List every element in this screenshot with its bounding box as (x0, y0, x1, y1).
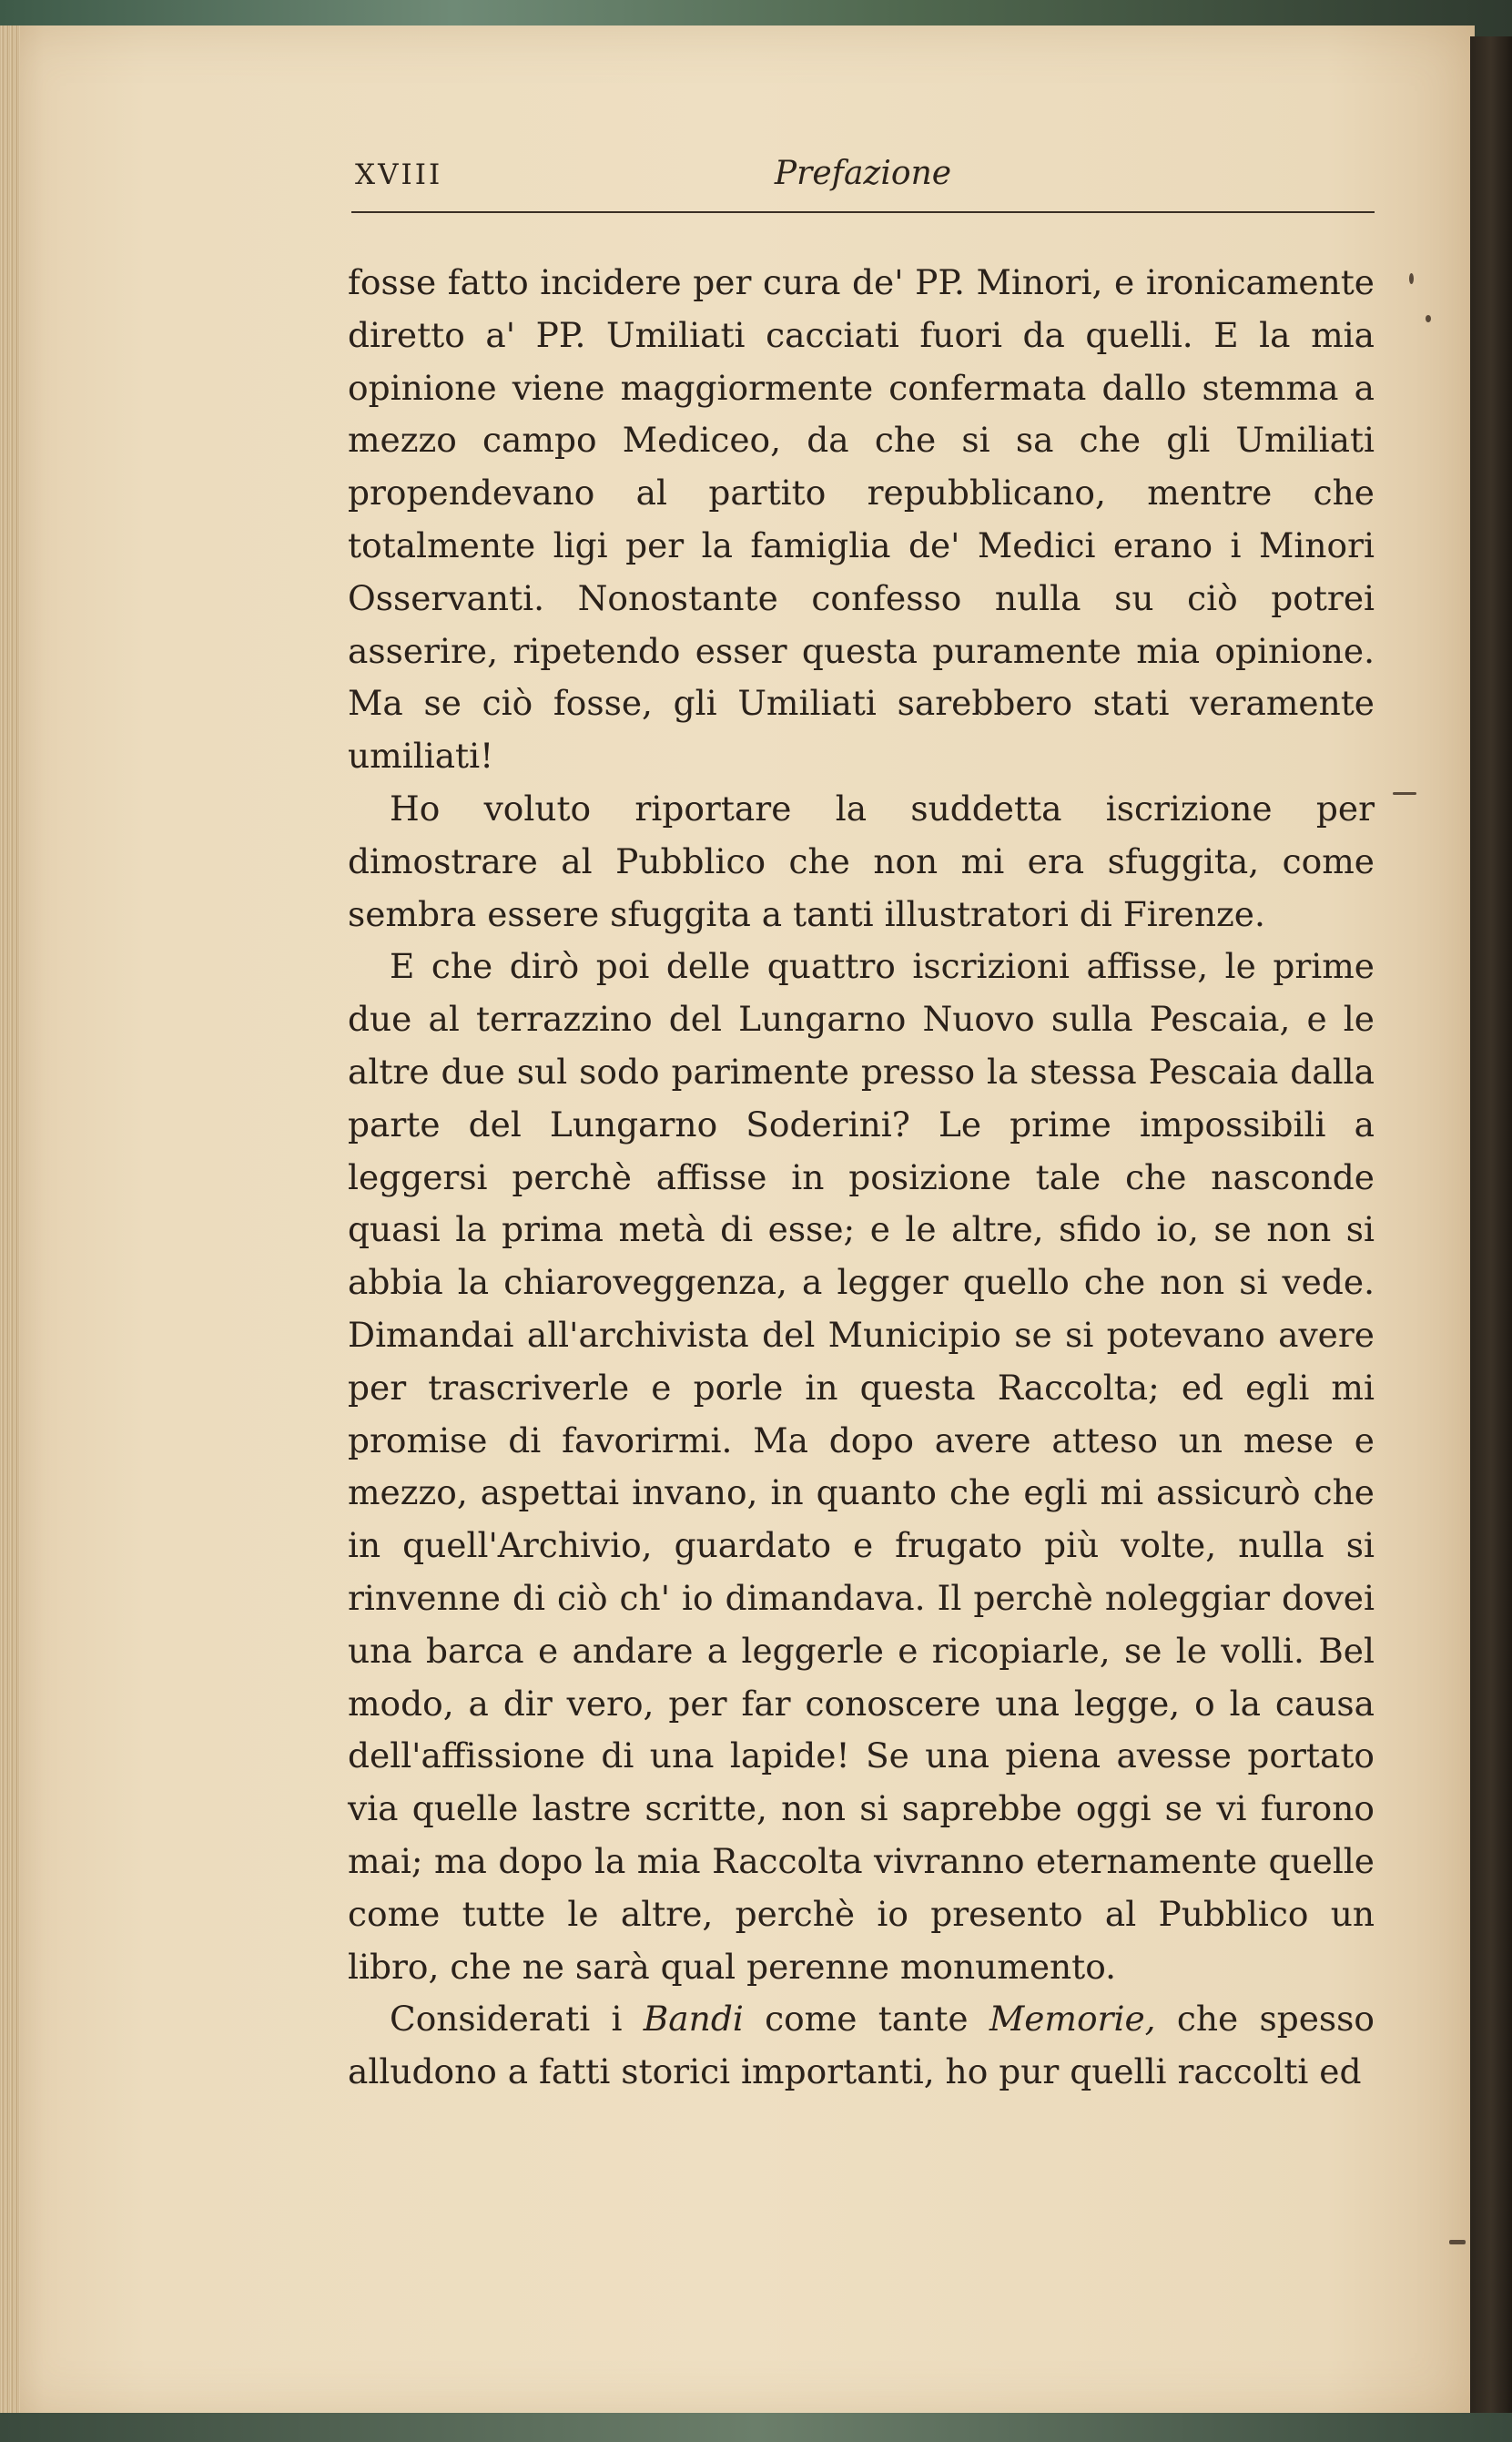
italic-memorie: Memorie, (989, 1999, 1156, 2040)
ink-speck (1449, 2240, 1466, 2244)
book-binding (1470, 36, 1512, 2413)
paragraph-1: fosse fatto incidere per cura de' PP. Minori, e ironicamente diretto a' PP. Umiliati cacciati fuori da quelli. E la mia opinione viene maggiormente confermata dallo stemma a mezzo campo Mediceo, da che si sa che gli Umiliati propendevano al partito repubblicano, mentre che totalmente ligi per la famiglia de' Medici erano i Minori Osservanti. Nonostante confesso nulla su ciò potrei asserire, ripetendo esser questa puramente mia opinione. Ma se ciò fosse, gli Umiliati sarebbero stati veramente umiliati! (348, 262, 1375, 777)
page-edges (0, 25, 20, 2418)
ink-speck (1393, 792, 1416, 795)
ink-speck (1426, 315, 1431, 322)
italic-bandi: Bandi (643, 1999, 744, 2040)
paragraph-4-text-middle: come tante (743, 1999, 989, 2040)
paragraph-4 (348, 1993, 1375, 2099)
paragraph-3: E che dirò poi delle quattro iscrizioni affisse, le prime due al terrazzino del Lungarno Nuovo sulla Pescaia, e le altre due sul sodo parimente presso la stessa Pescaia dalla parte del Lungarno Soderini? Le prime impossibili a leggersi perchè affisse in posizione tale che nasconde quasi la prima metà di esse; e le altre, sfido io, se non si abbia la chiaroveggenza, a legger quello che non si vede. Dimandai all'archivista del Municipio se si potevano avere per trascriverle e porle in questa Raccolta; ed egli mi promise di favorirmi. Ma dopo avere atteso un mese e mezzo, aspettai invano, in quanto che egli mi assicurò che in quell'Archivio, guardato e frugato più volte, nulla si rinvenne di ciò ch' io dimandava. Il perchè noleggiar dovei una barca e andare a leggerle e ricopiarle, se le volli. Bel modo, a dir vero, per far conoscere una legge, o la causa dell'affissione di una lapide! Se una piena avesse portato via quelle lastre scritte, non si saprebbe oggi se vi furono mai; ma dopo la mia Raccolta vivranno eternamente quelle come tutte le altre, perchè io presento al Pubblico un libro, che ne sarà qual perenne monumento. (348, 946, 1375, 1987)
paragraph-4-text-after: che spesso alludono a fatti storici importanti, ho pur quelli raccolti ed (348, 1999, 1375, 2092)
paragraph-2: Ho voluto riportare la suddetta iscrizione per dimostrare al Pubblico che non mi era sfuggita, come sembra essere sfuggita a tanti illustratori di Firenze. (348, 788, 1375, 934)
ink-speck (1409, 273, 1414, 284)
header-rule (351, 211, 1375, 213)
page-number: XVIII (355, 158, 443, 191)
body-text (348, 257, 1375, 2099)
paragraph-4-text-before: Considerati i (390, 1999, 644, 2040)
background-bottom (0, 2413, 1512, 2442)
page-header (351, 148, 1375, 202)
running-title: Prefazione (774, 155, 952, 192)
